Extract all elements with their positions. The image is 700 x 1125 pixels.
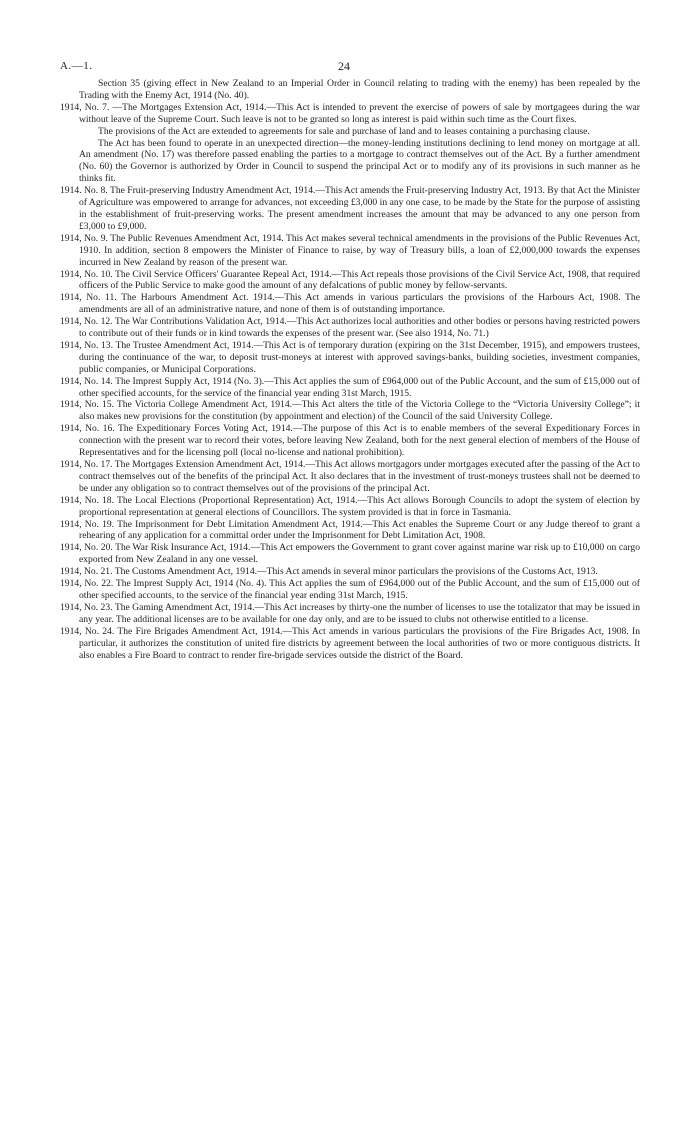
act-entry <box>60 626 640 662</box>
act-reference: 1914, No. 10. <box>60 268 113 280</box>
act-entry <box>60 423 640 459</box>
act-entry <box>60 316 640 340</box>
document-body <box>60 78 640 661</box>
act-reference: 1914, No. 18. <box>60 494 115 506</box>
entry-text: The Gaming Amendment Act, 1914.—This Act increases by thirty-one the number of licenses to use the totalizator that may be issued in any year. The additional licenses are to be available for one day only, and are to be issued to clubs not otherwise entitled to a license. <box>79 601 641 625</box>
act-reference: 1914, No. 19. <box>60 518 115 530</box>
entry-text: —The Mortgages Extension Act, 1914.—This Act is intended to prevent the exercise of powers of sale by mortgagees during the war without leave of the Supreme Court. Such leave is not to be granted so long as interest is paid within such time as the Court fixes. <box>79 101 640 125</box>
entry-text: The Harbours Amendment Act. 1914.—This Act amends in various particulars the provisions of the Harbours Act, 1908. The amendments are all of an administrative nature, and none of them is of outstanding importance. <box>79 292 640 316</box>
entry-text: Section 35 (giving effect in New Zealand to an Imperial Order in Council relating to trading with the enemy) has been repealed by the Trading with the Enemy Act, 1914 (No. 40). <box>79 78 640 101</box>
entry-text: The Public Revenues Amendment Act, 1914. This Act makes several technical amendments in the provisions of the Public Revenues Act, 1910. In addition, section 8 empowers the Minister of Finance to raise, by way of Treasury bills, a loan of £2,000,000 towards the expenses incurred in New Zealand by reason of the present war. <box>79 232 640 268</box>
entry-text: The Victoria College Amendment Act, 1914.—This Act alters the title of the Victoria College to the “Victoria University College”; it also makes new provisions for the constitution (by appointment and election) of the Council of the said University College. <box>79 399 640 423</box>
act-reference: 1914, No. 22. <box>60 578 114 590</box>
page-identifier: A.—1. <box>60 60 93 72</box>
paragraph <box>60 138 640 186</box>
act-reference: 1914, No. 24. <box>60 625 115 637</box>
act-reference: 1914, No. 14. <box>60 375 113 387</box>
act-entry <box>60 376 640 400</box>
act-reference: 1914, No. 16. <box>60 423 115 435</box>
act-entry <box>60 542 640 566</box>
act-entry <box>60 566 640 578</box>
entry-text: The Trustee Amendment Act, 1914.—This Act is of temporary duration (expiring on the 31st December, 1915), and empowers trustees, during the continuance of the war, to deposit trust-moneys at interest with approved savings-banks, building societies, investment companies, public companies, or Municipal Corporations. <box>79 339 640 375</box>
paragraph <box>60 126 640 138</box>
entry-text: The War Contributions Validation Act, 1914.—This Act authorizes local authorities and other bodies or persons having restricted powers to contribute out of their funds or in kind towards the expenses of the present war. (See also 1914, No. 71.) <box>79 316 640 340</box>
act-entry <box>60 185 640 233</box>
entry-text: The Expeditionary Forces Voting Act, 1914.—The purpose of this Act is to enable members of the several Expeditionary Forces in connection with the present war to record their votes, before leaving New Zealand, both for the next general election of members of the House of Representatives and for the licensing poll (local no-license and national prohibition). <box>79 423 641 459</box>
act-reference: 1914, No. 21. <box>60 566 113 578</box>
entry-text: The Fire Brigades Amendment Act, 1914.—This Act amends in various particulars the provisions of the Fire Brigades Act, 1908. In particular, it authorizes the constitution of united fire districts by agreement between the local authorities of two or more contiguous districts. It also enables a Fire Board to contract to render fire-brigade services outside the district of the Board. <box>79 625 641 661</box>
act-entry <box>60 578 640 602</box>
page-header <box>60 61 640 75</box>
act-reference: 1914, No. 20. <box>60 542 113 554</box>
act-entry <box>60 495 640 519</box>
act-entry <box>60 340 640 376</box>
act-reference: 1914, No. 7. <box>60 101 110 113</box>
entry-text: The Imprest Supply Act, 1914 (No. 4). This Act applies the sum of £964,000 out of the Public Account, and the sum of £15,000 out of other specified accounts, to the service of the financial year ending 31st March, 1915. <box>79 578 641 601</box>
entry-text: The Local Elections (Proportional Representation) Act, 1914.—This Act allows Borough Councils to adopt the system of election by proportional representation at general elections of Councillors. The system provided is that in force in Tasmania. <box>79 494 641 518</box>
entry-text: The Civil Service Officers' Guarantee Repeal Act, 1914.—This Act repeals those provisions of the Civil Service Act, 1908, that required officers of the Public Service to make good the amount of any defalcations of public money by fellow-servants. <box>79 268 640 292</box>
act-entry <box>60 602 640 626</box>
act-reference: 1914, No. 13. <box>60 339 114 351</box>
entry-text: The Mortgages Extension Amendment Act, 1914.—This Act allows mortgagors under mortgages executed after the passing of the Act to contract themselves out of the benefits of the principal Act. It also declares that in the investment of trust-moneys trustees shall not be deemed to be under any obligation so to contract themselves out of the provisions of the principal Act. <box>79 459 641 494</box>
act-reference: 1914, No. 12. <box>60 316 113 328</box>
act-reference: 1914, No. 15. <box>60 399 114 411</box>
act-reference: 1914. No. 8. <box>60 185 108 197</box>
act-entry <box>60 459 640 495</box>
entry-text: The Fruit-preserving Industry Amendment Act, 1914.—This Act amends the Fruit-preserving Industry Act, 1913. By that Act the Minister of Agriculture was empowered to arrange for advances, not exceeding £3,000 in any one case, to be made by the State for the purpose of assisting in the establishment of fruit-preserving works. The present amendment increases the amount that may be advanced to any one person from £3,000 to £9,000. <box>79 185 640 232</box>
act-entry <box>60 269 640 293</box>
entry-text: The provisions of the Act are extended to agreements for sale and purchase of land and to leases containing a purchasing clause. <box>98 125 590 137</box>
act-entry <box>60 233 640 269</box>
act-reference: 1914, No. 17. <box>60 459 113 470</box>
act-entry <box>60 102 640 126</box>
act-reference: 1914, No. 23. <box>60 601 113 613</box>
act-reference: 1914, No. 11. <box>60 292 117 304</box>
entry-text: The Imprisonment for Debt Limitation Amendment Act, 1914.—This Act enables the Supreme Court or any Judge thereof to grant a rehearing of any application for a committal order under the Imprisonment for Debt Limitation Act, 1908. <box>79 518 640 542</box>
act-entry <box>60 399 640 423</box>
paragraph <box>60 78 640 102</box>
act-entry <box>60 519 640 543</box>
act-reference: 1914, No. 9. <box>60 232 108 244</box>
act-entry <box>60 292 640 316</box>
entry-text: The War Risk Insurance Act, 1914.—This Act empowers the Government to grant cover against marine war risk up to £10,000 on cargo exported from New Zealand in any one vessel. <box>79 542 640 566</box>
entry-text: The Customs Amendment Act, 1914.—This Act amends in several minor particulars the provisions of the Customs Act, 1913. <box>114 566 598 578</box>
entry-text: The Imprest Supply Act, 1914 (No. 3).—This Act applies the sum of £964,000 out of the Public Account, and the sum of £15,000 out of other specified accounts, for the service of the financial year ending 31st March, 1915. <box>79 375 641 399</box>
entry-text: The Act has been found to operate in an unexpected direction—the money-lending institutions declining to lend money on mortgage at all. An amendment (No. 17) was therefore passed enabling the parties to a mortgage to contract themselves out of the Act. By a further amendment (No. 60) the Governor is authorized by Order in Council to suspend the principal Act or to modify any of its provisions in such manner as he thinks fit. <box>79 137 640 185</box>
page-number: 24 <box>338 59 350 73</box>
